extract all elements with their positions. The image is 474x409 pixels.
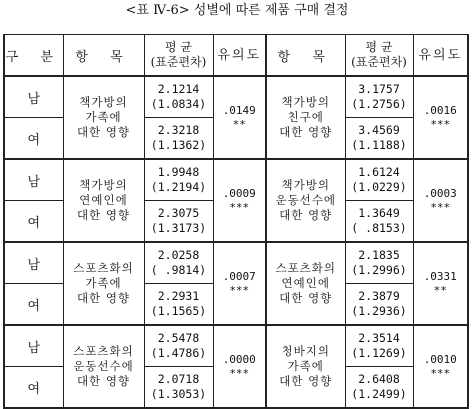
item-cell-right [266,325,345,408]
sd-value: (1.3173) [150,221,207,235]
header-item-left: 항 목 [63,35,144,77]
significance-cell-right [413,325,468,408]
item-line: 대한 영향 [76,208,131,222]
gender-cell: 남 [4,325,63,367]
sd-value: (1.0834) [150,97,207,111]
mean-sd-cell-left [144,201,213,243]
sd-value: (1.1362) [150,138,207,152]
mean-value: 2.0258 [157,248,200,262]
mean-sd-cell-left [144,118,213,160]
item-line: 대한 영향 [279,291,333,305]
mean-sd-cell-right [345,159,413,201]
sig-value: .0010 [423,352,457,366]
mean-value: 2.3514 [358,331,400,345]
table-title: <표 Ⅳ-6> 성별에 따른 제품 구매 결정 [125,3,349,18]
mean-sd-cell-left [144,76,213,118]
item-line: 가족에 [85,276,122,290]
mean-sd-cell-right [345,201,413,243]
item-line: 책가방의 [79,178,128,192]
sig-value: .0009 [222,186,256,200]
item-line: 운동선수에 [73,359,134,373]
item-line: 운동선수에 [275,193,337,207]
mean-value: 2.6408 [358,372,400,386]
sig-stars: *** [430,200,451,214]
item-cell-right [266,159,345,242]
mean-value: 3.1757 [358,82,400,96]
item-cell-left [63,242,144,325]
mean-sd-cell-left [144,325,213,367]
mean-value: 2.1214 [157,82,200,96]
gender-cell: 남 [4,242,63,284]
sig-stars: *** [430,117,451,131]
sig-value: .0003 [423,186,457,200]
header-sd-label: (표준편차) [150,55,207,69]
significance-cell-left [213,325,266,408]
significance-cell-right [413,76,468,159]
significance-cell-right [413,242,468,325]
mean-sd-cell-right [345,76,413,118]
item-line: 연예인에 [79,193,128,207]
sd-value: (1.2499) [351,387,407,401]
significance-cell-left [213,159,266,242]
gender-cell: 여 [4,118,63,160]
mean-sd-cell-left [144,284,213,326]
item-line: 대한 영향 [76,125,131,139]
mean-value: 3.4569 [358,123,400,137]
mean-value: 2.3075 [157,206,200,220]
mean-value: 2.3218 [157,123,200,137]
sd-value: (1.3053) [150,387,207,401]
item-line: 친구에 [287,110,324,124]
item-cell-right [266,76,345,159]
item-line: 대한 영향 [76,291,131,305]
item-line: 책가방의 [281,178,330,192]
header-mean-left [144,35,213,77]
sig-value: .0000 [222,352,256,366]
header-item-right: 항 목 [266,35,345,77]
mean-sd-cell-left [144,367,213,409]
sd-value: ( .8153) [351,221,407,235]
mean-value: 2.3879 [358,289,400,303]
gender-cell: 여 [4,284,63,326]
item-line: 대한 영향 [279,125,333,139]
mean-value: 2.1835 [358,248,400,262]
sig-value: .0331 [423,269,457,283]
significance-cell-right [413,159,468,242]
sd-value: (1.0229) [351,180,407,194]
gender-cell: 남 [4,159,63,201]
table-row [4,325,468,367]
item-line: 스포츠화의 [275,261,337,275]
item-line: 청바지의 [281,344,330,358]
header-significance-left: 유의도 [213,35,266,77]
mean-value: 1.9948 [157,165,200,179]
item-line: 대한 영향 [279,208,333,222]
mean-value: 1.3649 [358,206,400,220]
header-mean-right [345,35,413,77]
header-sd-label: (표준편차) [351,55,407,69]
mean-value: 2.2931 [157,289,200,303]
item-line: 연예인에 [281,276,330,290]
significance-cell-left [213,242,266,325]
sd-value: (1.2194) [150,180,207,194]
sd-value: (1.4786) [150,346,207,360]
item-line: 대한 영향 [76,374,131,388]
header-mean-label: 평 균 [165,40,192,54]
sd-value: (1.1269) [351,346,407,360]
item-line: 책가방의 [281,95,330,109]
header-mean-label: 평 균 [365,40,393,54]
table-row [4,159,468,201]
header-category: 구 분 [4,35,63,77]
item-cell-right [266,242,345,325]
mean-value: 2.5478 [157,331,200,345]
item-cell-left [63,159,144,242]
gender-cell: 남 [4,76,63,118]
mean-sd-cell-left [144,159,213,201]
header-significance-right: 유의도 [413,35,468,77]
item-line: 책가방의 [79,95,128,109]
sd-value: (1.2936) [351,304,407,318]
sig-stars: ** [433,283,447,297]
mean-sd-cell-right [345,325,413,367]
sig-stars: *** [229,283,250,297]
table-row [4,242,468,284]
sig-value: .0007 [222,269,256,283]
item-line: 스포츠화의 [73,261,134,275]
item-cell-left [63,325,144,408]
gender-cell: 여 [4,201,63,243]
item-line: 대한 영향 [279,374,333,388]
sig-stars: *** [430,366,451,380]
gender-purchase-table [3,34,469,409]
sig-stars: *** [229,366,250,380]
header-row [4,35,468,77]
item-line: 가족에 [85,110,122,124]
sig-value: .0016 [423,103,457,117]
sig-value: .0149 [222,103,256,117]
mean-sd-cell-right [345,118,413,160]
mean-sd-cell-left [144,242,213,284]
sd-value: (1.1565) [150,304,207,318]
mean-sd-cell-right [345,284,413,326]
table-row [4,76,468,118]
sig-stars: ** [232,117,246,131]
mean-sd-cell-right [345,242,413,284]
mean-sd-cell-right [345,367,413,409]
sig-stars: *** [229,200,250,214]
gender-cell: 여 [4,367,63,409]
sd-value: (1.1188) [351,138,407,152]
sd-value: (1.2996) [351,263,407,277]
mean-value: 1.6124 [358,165,400,179]
mean-value: 2.0718 [157,372,200,386]
sd-value: ( .9814) [150,263,207,277]
significance-cell-left [213,76,266,159]
sd-value: (1.2756) [351,97,407,111]
item-line: 스포츠화의 [73,344,134,358]
item-line: 가족에 [287,359,324,373]
item-cell-left [63,76,144,159]
